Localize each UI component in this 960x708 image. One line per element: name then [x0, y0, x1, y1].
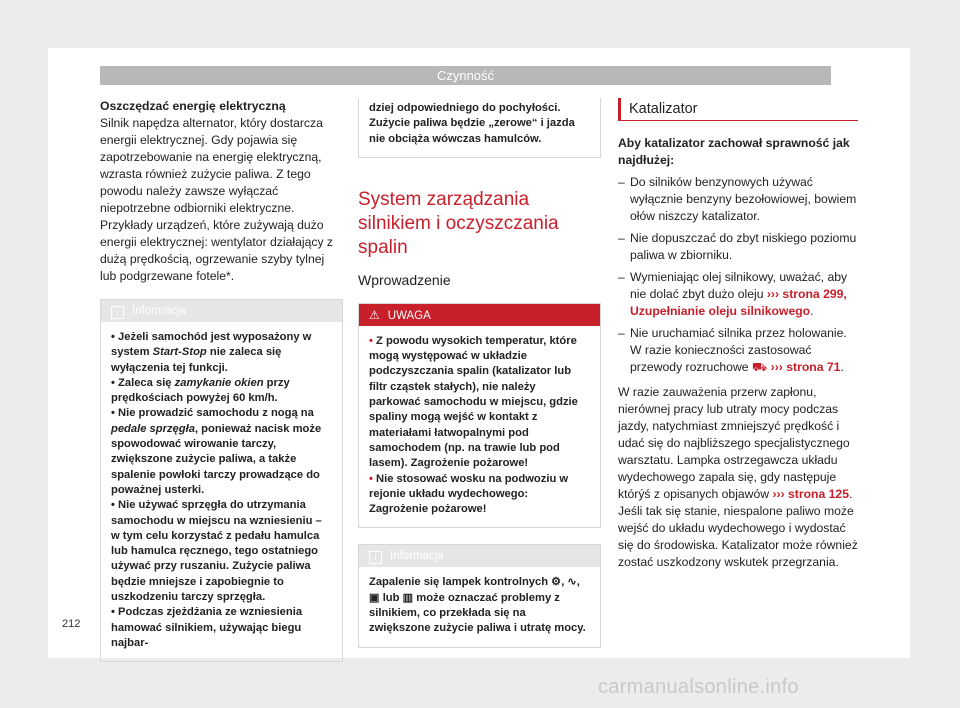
warning-triangle-icon: ⚠: [369, 307, 380, 322]
list-item: • Z powodu wysokich temperatur, które mogą występować w układzie podczyszczania spalin (katalizator lub filtr cząstek stałych), nie należy parkować samochodu w miejscu, gdzie spaliny mogą wejść w kontakt z materiałami łatwopalnymi pod samochodem (np. na trawie lub pod lasem). Zagrożenie pożarowe!: [369, 334, 578, 470]
section-title: Katalizator: [618, 98, 858, 121]
warning-box-body: [359, 326, 600, 528]
list-item: – Nie uruchamiać silnika przez holowanie. W razie konieczności zastosować przewody rozruchowe ⛟ ››› strona 71.: [618, 326, 847, 374]
list-item: • Nie używać sprzęgła do utrzymania samochodu w miejscu na wzniesieniu – w tym celu korzystać z pedału hamulca lub hamulca ręcznego, tego ostatniego używać przy ruszaniu. Zużycie paliwa będzie mniejsze i zapobiegnie to uszkodzeniu tarczy sprzęgła.: [111, 499, 322, 604]
list-item: • Nie prowadzić samochodu z nogą na pedale sprzęgła, ponieważ nacisk może spowodować wirowanie tarczy, zwiększone zużycie paliwa, a także spalenie powłoki tarczy prowadzące do poważnej usterki.: [111, 407, 322, 496]
list-item: • Podczas zjeżdżania ze wzniesienia hamować silnikiem, używając biegu najbar-: [111, 606, 303, 649]
info-box-continuation: dziej odpowiedniego do pochyłości. Zużycie paliwa będzie „zerowe“ i jazda nie obciąża wówczas hamulców.: [358, 98, 601, 158]
body-paragraph: Silnik napędza alternator, który dostarcza energii elektrycznej. Gdy pojawia się zapotrzebowanie na energię elektryczną, wzrasta również zużycie paliwa. Z tego powodu należy zawsze wyłączać niepotrzebne odbiorniki elektryczne. Przykłady urządzeń, które zużywają dużo energii elektrycznej: wentylator działający z dużą prędkością, ogrzewanie szyby tylnej lub podgrzewane fotele*.: [100, 116, 334, 283]
exhaust-icon: ▥: [402, 591, 414, 604]
list-item: – Do silników benzynowych używać wyłącznie benzyny bezołowiowej, bowiem ołów niszczy katalizator.: [618, 175, 857, 223]
list-item: • Nie stosować wosku na podwoziu w rejonie układu wydechowego: Zagrożenie pożarowe!: [369, 472, 569, 516]
info-icon: i: [111, 306, 124, 319]
page-reference-link[interactable]: ››› strona 71: [770, 360, 841, 374]
column-1: [100, 98, 343, 662]
info-box-header: i Informacja: [359, 545, 600, 567]
info-box-body: Zapalenie się lampek kontrolnych ⚙, ∿, ▣ lub ▥ może oznaczać problemy z silnikiem, co przekłada się na zwiększone zużycie paliwa i utratę mocy.: [369, 576, 586, 635]
engine-warning-icon: ⚙: [551, 576, 562, 589]
page-reference-link[interactable]: ››› strona 125: [772, 487, 849, 501]
column-3: [618, 98, 858, 571]
info-box: [358, 544, 601, 647]
warning-box-header: ⚠ UWAGA: [359, 304, 600, 326]
page-number: 212: [62, 618, 81, 630]
page-reference-link[interactable]: ››› strona 299, Uzupełnianie oleju silnikowego: [630, 287, 847, 318]
page-header: Czynność: [100, 66, 831, 85]
question-heading: Aby katalizator zachował sprawność jak najdłużej:: [618, 136, 850, 167]
section-heading: Oszczędzać energię elektryczną: [100, 99, 286, 113]
list-item: – Wymieniając olej silnikowy, uważać, aby nie dolać zbyt dużo oleju ››› strona 299, Uzupełnianie oleju silnikowego.: [618, 270, 848, 318]
body-paragraph: W razie zauważenia przerw zapłonu, nierównej pracy lub utraty mocy podczas jazdy, natychmiast zmniejszyć prędkość i udać się do najbliższego specjalistycznego warsztatu. Lampka ostrzegawcza układu wydechowego zapala się, gdy następuje którýś z opisanych objawów ››› strona 125. Jeśli tak się stanie, niespalone paliwo może wejść do układu wydechowego i wydostać się do środowiska. Katalizator może również zostać uszkodzony wskutek przegrzania.: [618, 385, 858, 569]
watermark: carmanualsonline.info: [598, 676, 799, 698]
warning-box: [358, 303, 601, 529]
epc-icon: ▣: [369, 591, 380, 604]
list-item: • Jeżeli samochód jest wyposażony w system Start-Stop nie zaleca się wyłączenia tej funkcji.: [111, 331, 312, 374]
subsection-title: Wprowadzenie: [358, 271, 451, 288]
info-box: [100, 299, 343, 662]
info-box-header: i Informacja: [101, 300, 342, 322]
section-title: System zarządzania silnikiem i oczyszczania spalin: [358, 188, 559, 258]
column-2: [358, 98, 601, 648]
glow-plug-icon: ∿: [567, 576, 577, 589]
info-icon: i: [369, 551, 382, 564]
car-icon: ⛟: [751, 360, 768, 374]
list-item: – Nie dopuszczać do zbyt niskiego poziomu paliwa w zbiorniku.: [618, 231, 857, 262]
info-box-body: [101, 322, 342, 661]
list-item: • Zaleca się zamykanie okien przy prędkościach powyżej 60 km/h.: [111, 376, 290, 405]
